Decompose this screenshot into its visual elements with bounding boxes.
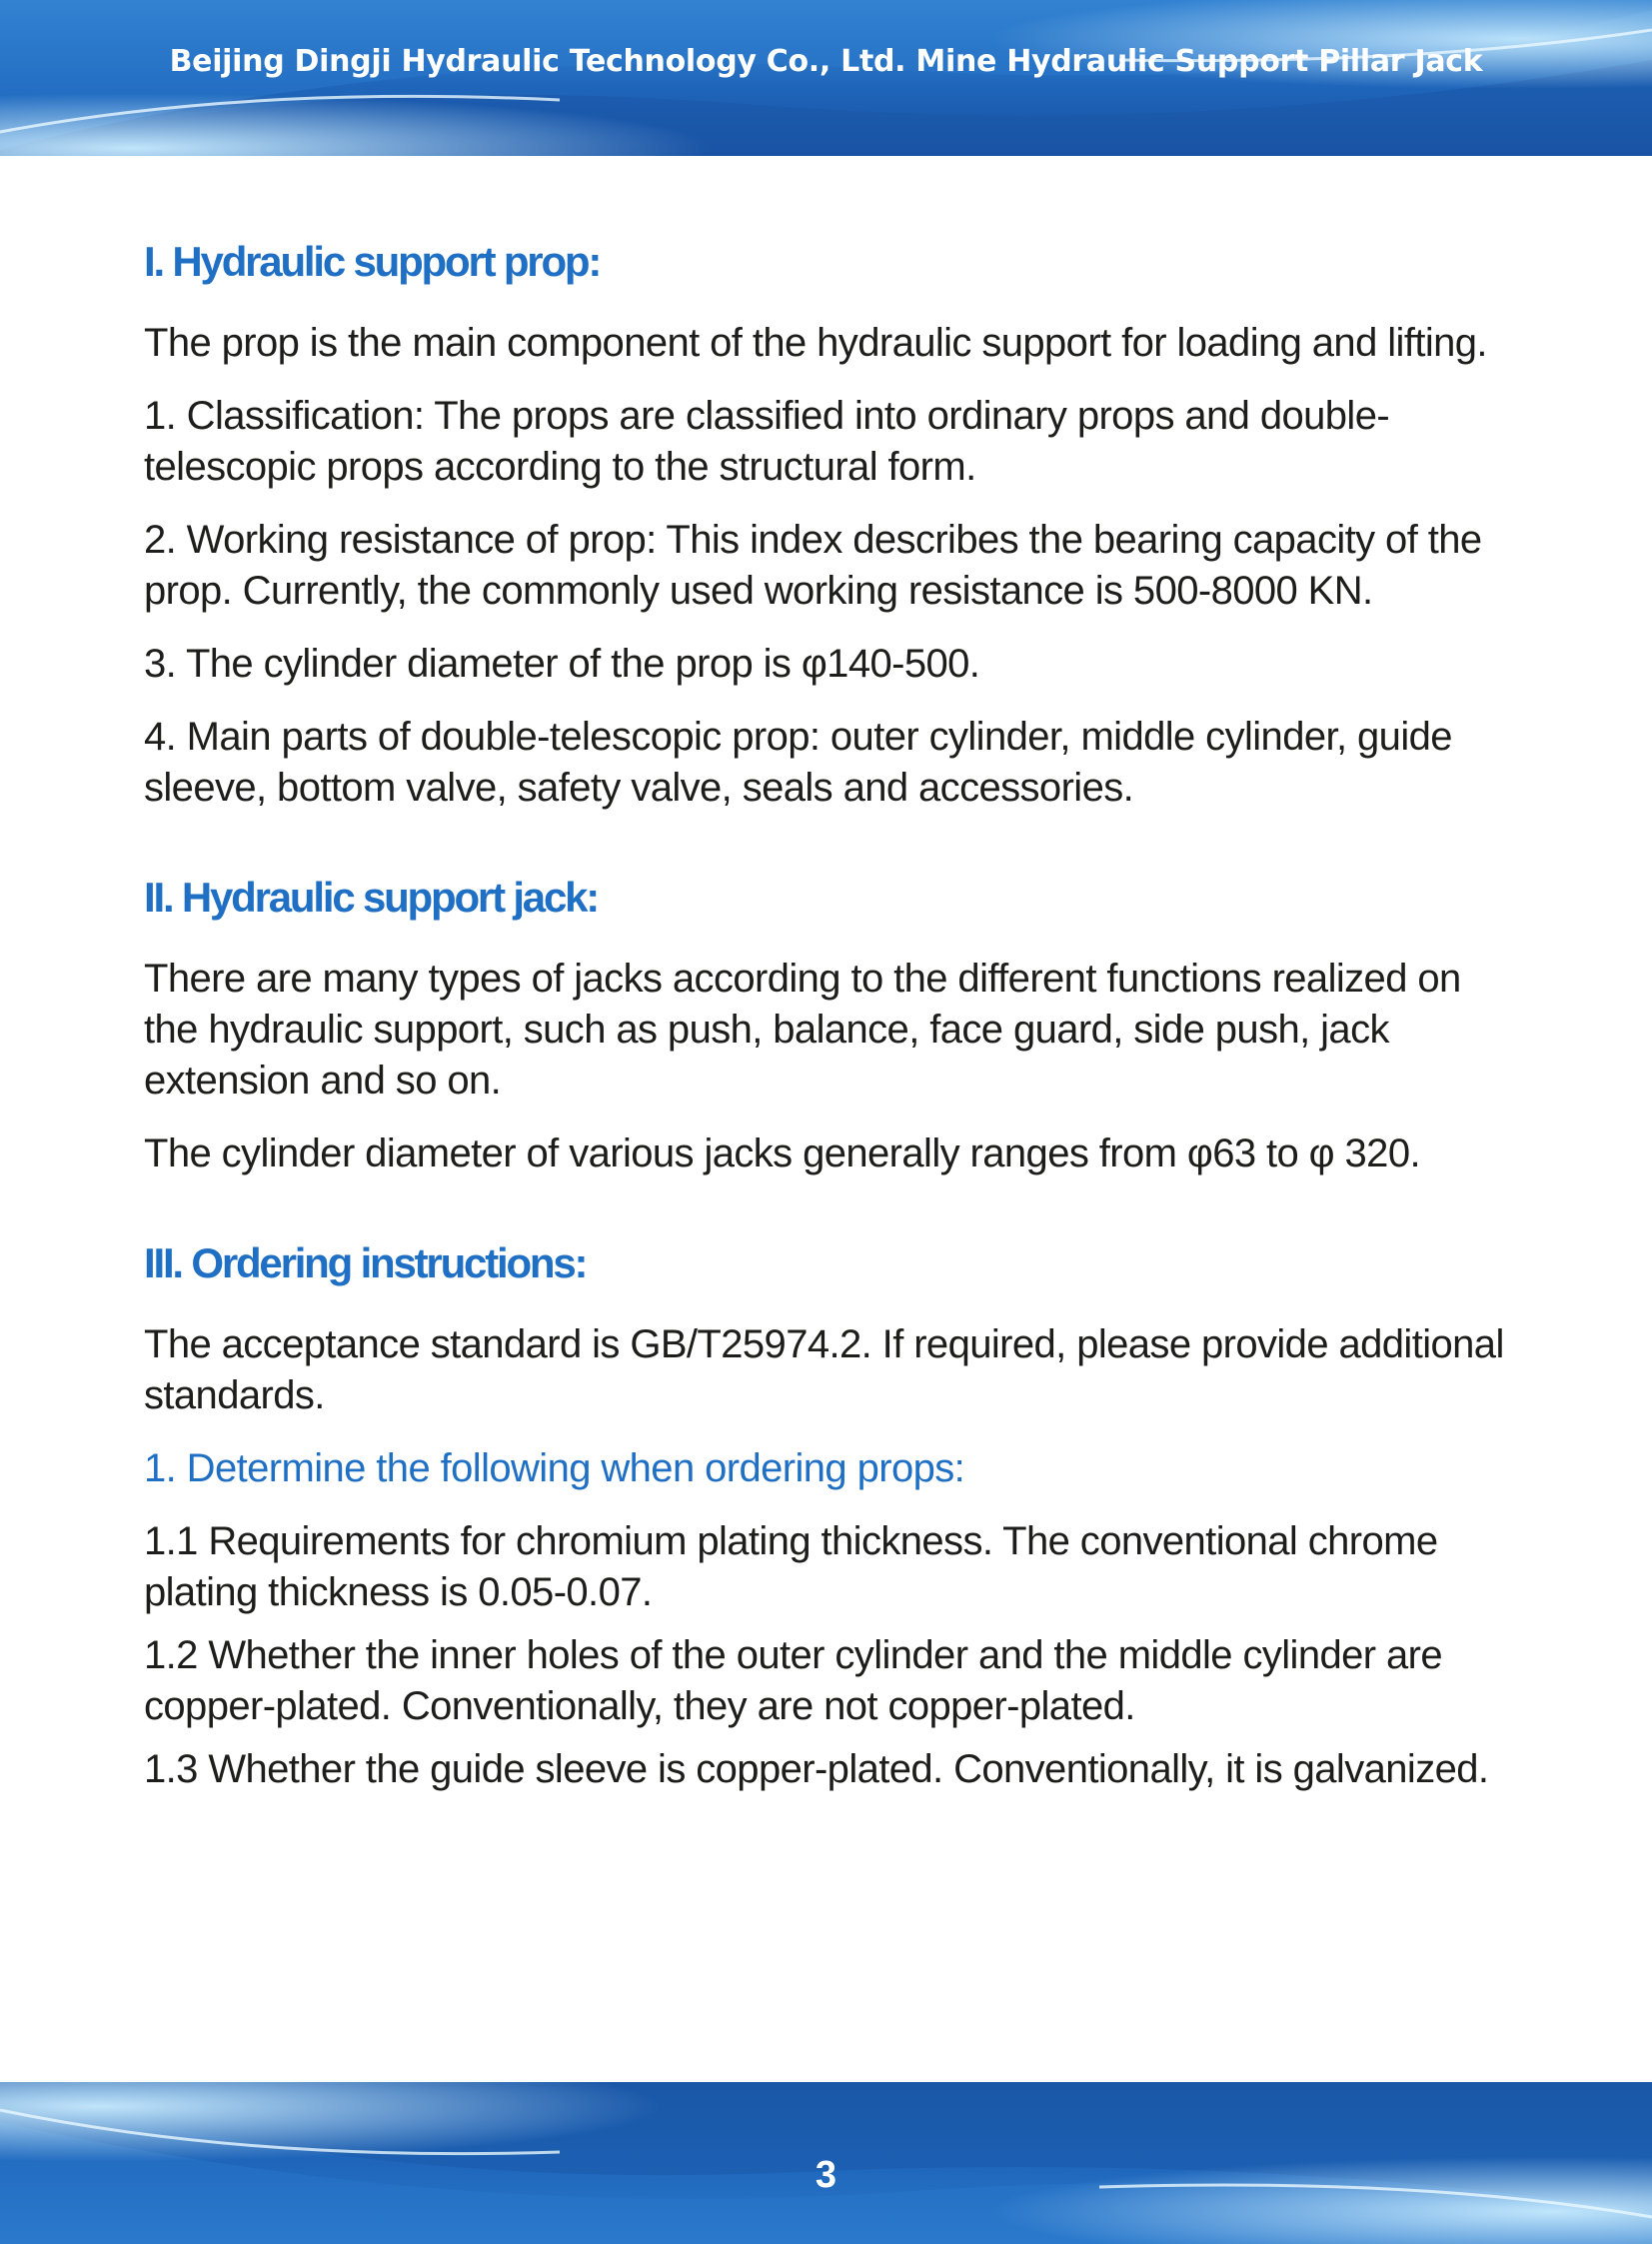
paragraph: There are many types of jacks according to the different functions realized on the hydraulic support, such as push, balance, face guard, side push, jack extension and so on. — [144, 957, 1461, 1103]
paragraph: 1.2 Whether the inner holes of the outer cylinder and the middle cylinder are copper-plated. Conventionally, they are not copper-plated. — [144, 1633, 1443, 1728]
paragraph: 1.3 Whether the guide sleeve is copper-plated. Conventionally, it is galvanized. — [144, 1747, 1489, 1791]
paragraph: 2. Working resistance of prop: This index describes the bearing capacity of the prop. Currently, the commonly used working resistance is 500-8000 KN. — [144, 518, 1482, 613]
header-title: Beijing Dingji Hydraulic Technology Co., Ltd. Mine Hydraulic Support Pillar Jack — [169, 44, 1483, 79]
paragraph: The prop is the main component of the hydraulic support for loading and lifting. — [144, 321, 1487, 365]
section-heading-hydraulic-support-jack: II. Hydraulic support jack: — [144, 874, 599, 921]
page-number: 3 — [815, 2154, 837, 2196]
paragraph: 4. Main parts of double-telescopic prop: outer cylinder, middle cylinder, guide sleeve, bottom valve, safety valve, seals and accessories. — [144, 715, 1452, 810]
paragraph: 1.1 Requirements for chromium plating thickness. The conventional chrome plating thickness is 0.05-0.07. — [144, 1519, 1438, 1614]
header-band — [0, 0, 1652, 156]
paragraph: 3. The cylinder diameter of the prop is φ140-500. — [144, 642, 980, 686]
paragraph: 1. Classification: The props are classified into ordinary props and double-telescopic props according to the structural form. — [144, 394, 1390, 489]
section-heading-hydraulic-support-prop: I. Hydraulic support prop: — [144, 238, 601, 285]
section-heading-ordering-instructions: III. Ordering instructions: — [144, 1239, 587, 1286]
paragraph: The cylinder diameter of various jacks generally ranges from φ63 to φ 320. — [144, 1131, 1420, 1175]
paragraph: The acceptance standard is GB/T25974.2. If required, please provide additional standards. — [144, 1322, 1504, 1417]
footer-band — [0, 2082, 1652, 2244]
main-content — [144, 232, 1523, 1795]
subheading-ordering-props: 1. Determine the following when ordering props: — [144, 1446, 965, 1490]
